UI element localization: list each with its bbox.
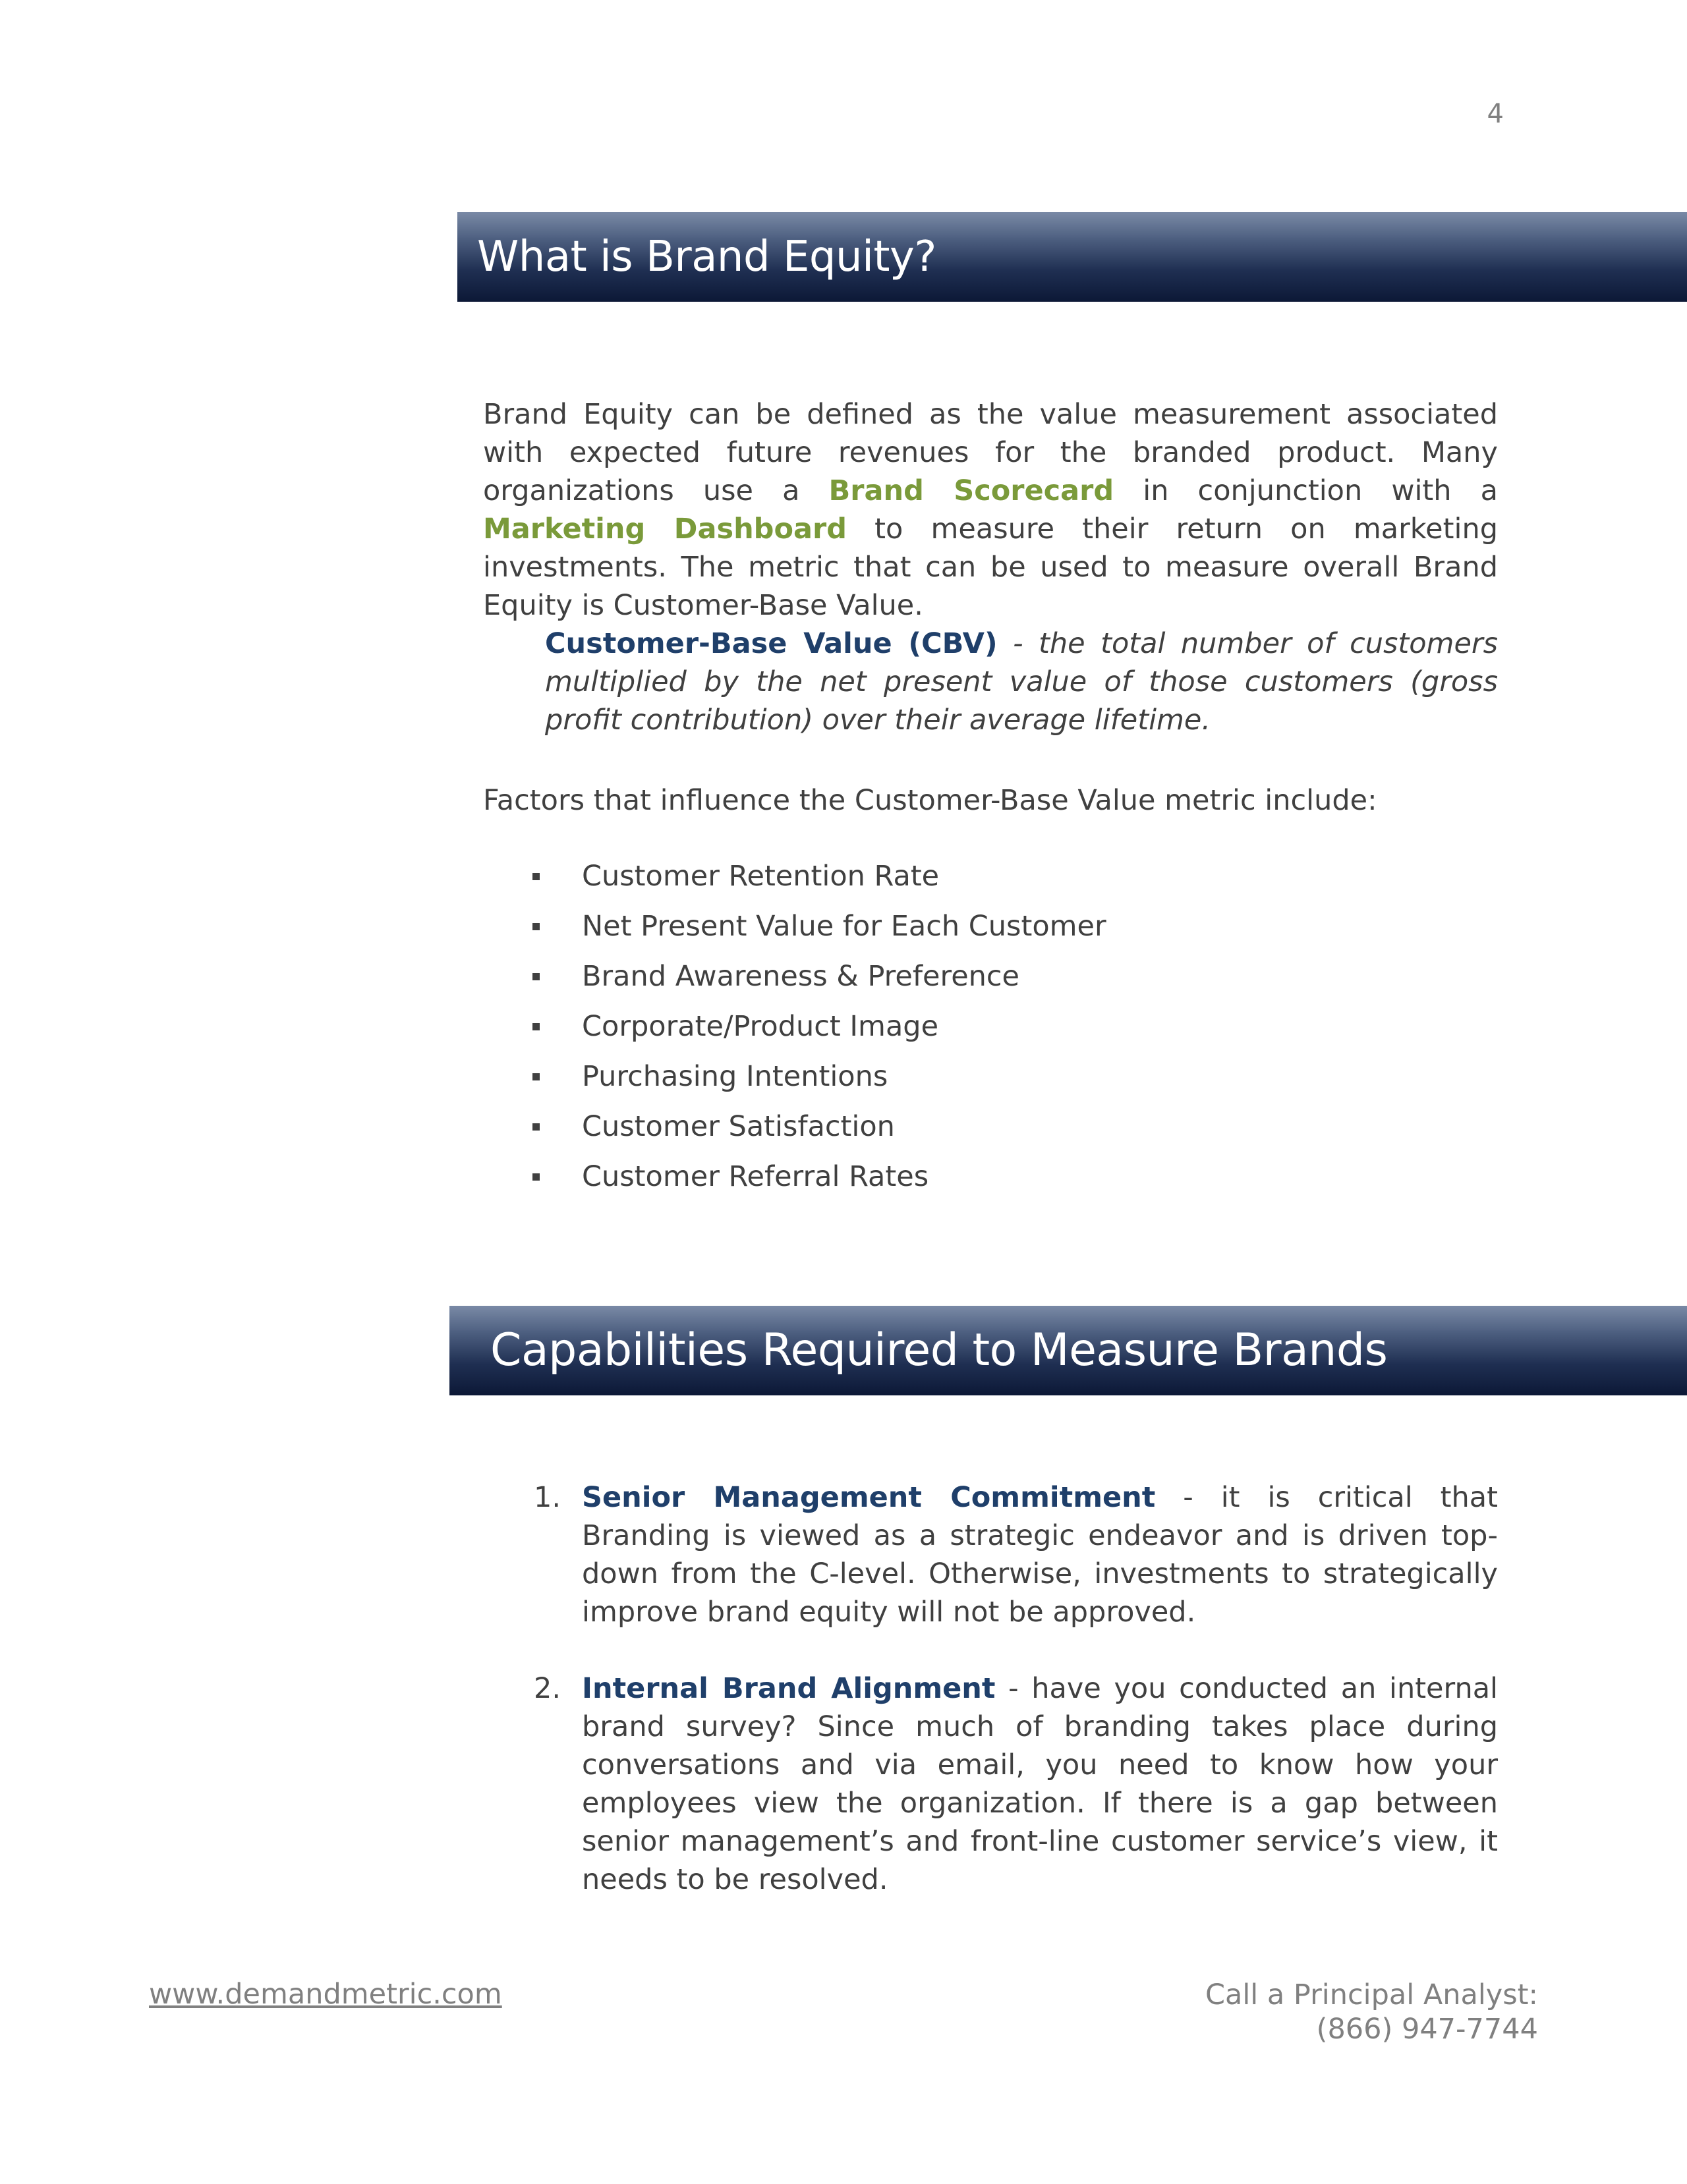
list-item — [521, 1669, 1498, 1899]
list-item — [483, 1152, 1274, 1202]
section-title: What is Brand Equity? — [477, 233, 936, 281]
website-link[interactable]: www.demandmetric.com — [149, 1978, 502, 2011]
list-item-label: Customer Retention Rate — [582, 860, 940, 893]
bullet-icon — [532, 1173, 540, 1181]
item-body: - have you conducted an internal brand survey? Since much of branding takes place during conversations and via email, you need to know how your employees view the organization. If there is a gap between senior management’s and front-line customer service’s view, it needs to be resolved. — [582, 1672, 1498, 1896]
item-number: 1. — [534, 1481, 561, 1514]
footer-contact — [1205, 1978, 1538, 2046]
list-item-label: Corporate/Product Image — [582, 1010, 939, 1043]
intro-text-1: Brand Equity can be defined as the value measurement associated with expected future revenues for the branded product. Many organizations use a — [483, 398, 1498, 507]
bullet-icon — [532, 873, 540, 880]
section-title: Capabilities Required to Measure Brands — [490, 1324, 1388, 1376]
intro-text-2: in conjunction with a — [1114, 474, 1498, 507]
list-item — [483, 901, 1274, 951]
list-item-label: Purchasing Intentions — [582, 1060, 888, 1093]
item-term: Senior Management Commitment — [582, 1481, 1156, 1514]
list-item — [483, 851, 1274, 901]
factors-intro: Factors that influence the Customer-Base Value metric include: — [483, 784, 1377, 817]
item-number: 2. — [534, 1672, 561, 1705]
item-body: - it is critical that Branding is viewed as a strategic endeavor and is driven top-down from the C-level. Otherwise, investments to strategically improve brand equity will not be approved. — [582, 1481, 1498, 1629]
intro-text-3: to measure their return on marketing investments. The metric that can be used to measure overall Brand Equity is Customer-Base Value. — [483, 513, 1498, 622]
list-item-label: Net Present Value for Each Customer — [582, 910, 1106, 943]
list-item-label: Customer Satisfaction — [582, 1110, 895, 1143]
list-item — [483, 951, 1274, 1001]
list-item-label: Customer Referral Rates — [582, 1160, 929, 1193]
section-banner-capabilities — [449, 1306, 1687, 1395]
brand-scorecard-link[interactable]: Brand Scorecard — [828, 474, 1114, 507]
phone-number: (866) 947-7744 — [1316, 2013, 1538, 2046]
factors-list — [483, 851, 1274, 1202]
definition-term: Customer-Base Value (CBV) — [545, 627, 998, 660]
section-banner-brand-equity — [457, 212, 1687, 302]
definition-separator: - — [997, 627, 1039, 660]
list-item — [483, 1102, 1274, 1152]
bullet-icon — [532, 1123, 540, 1131]
list-item — [483, 1001, 1274, 1051]
call-label: Call a Principal Analyst: — [1205, 1978, 1538, 2011]
intro-paragraph — [483, 395, 1498, 625]
marketing-dashboard-link[interactable]: Marketing Dashboard — [483, 513, 847, 546]
capabilities-list — [521, 1478, 1498, 1937]
bullet-icon — [532, 973, 540, 980]
cbv-definition — [545, 625, 1498, 739]
definition-body: the total number of customers multiplied by the net present value of those customers (gross profit contribution) over their average lifetime. — [545, 627, 1498, 737]
list-item — [521, 1478, 1498, 1631]
page-number: 4 — [1487, 99, 1504, 129]
bullet-icon — [532, 923, 540, 930]
bullet-icon — [532, 1023, 540, 1030]
list-item-label: Brand Awareness & Preference — [582, 960, 1020, 993]
list-item — [483, 1051, 1274, 1102]
item-term: Internal Brand Alignment — [582, 1672, 996, 1705]
bullet-icon — [532, 1073, 540, 1080]
